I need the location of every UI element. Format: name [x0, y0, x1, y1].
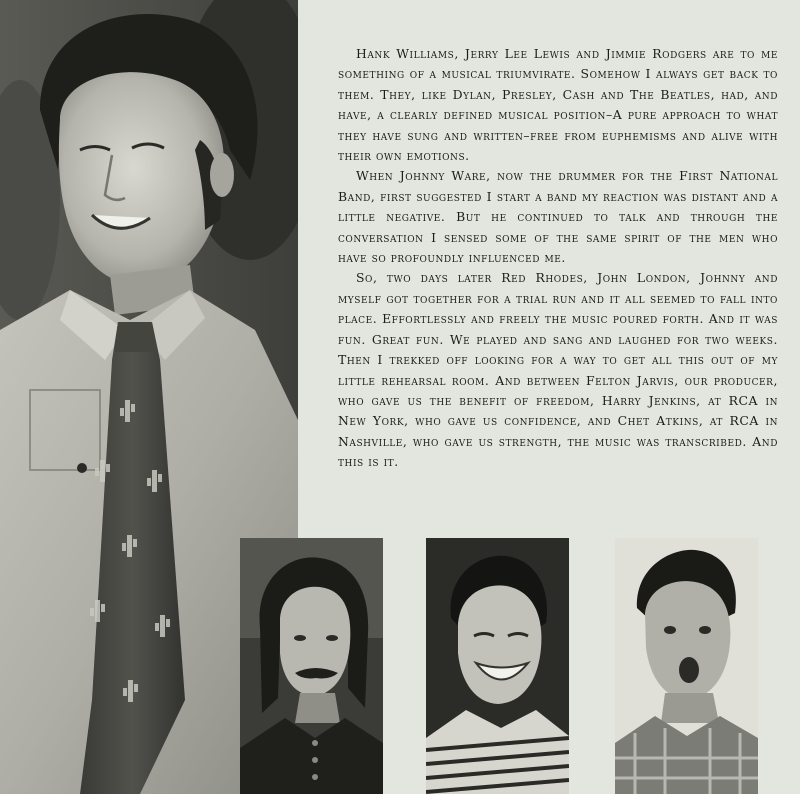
- band-member-photo-2: [426, 538, 569, 794]
- band-member-3-illustration: [615, 538, 758, 794]
- liner-notes-paragraph-1: Hank Williams, Jerry Lee Lewis and Jimmie Rodgers are to me something of a musical triumvirate. Somehow I always get back to them. They, like Dylan, Presley, Cash and The Beatles, had, and have, a clearly defined musical position–A pure approach to what they have sung and written–free from euphemisms and alive with their own emotions.: [338, 46, 778, 164]
- liner-notes-paragraph-2: When Johnny Ware, now the drummer for the First National Band, first suggested I start a band my reaction was distant and a little negative. But he continued to talk and through the conversation I sensed some of the same spirit of the men who have so profoundly influenced me.: [338, 168, 778, 266]
- band-member-2-illustration: [426, 538, 569, 794]
- liner-notes-text: [338, 44, 778, 473]
- band-member-1-illustration: [240, 538, 383, 794]
- band-member-photo-3: [615, 538, 758, 794]
- band-member-photo-1: [240, 538, 383, 794]
- liner-notes-paragraph-3: So, two days later Red Rhodes, John London, Johnny and myself got together for a trial run and it all seemed to fall into place. Effortlessly and freely the music poured forth. And it was fun. Great fun. We played and sang and laughed for two weeks. Then I trekked off looking for a way to get all this out of my little rehearsal room. And between Felton Jarvis, our producer, who gave us the benefit of freedom, Harry Jenkins, at RCA in New York, who gave us confidence, and Chet Atkins, at RCA in Nashville, who gave us strength, the music was transcribed. And this is it.: [338, 270, 778, 470]
